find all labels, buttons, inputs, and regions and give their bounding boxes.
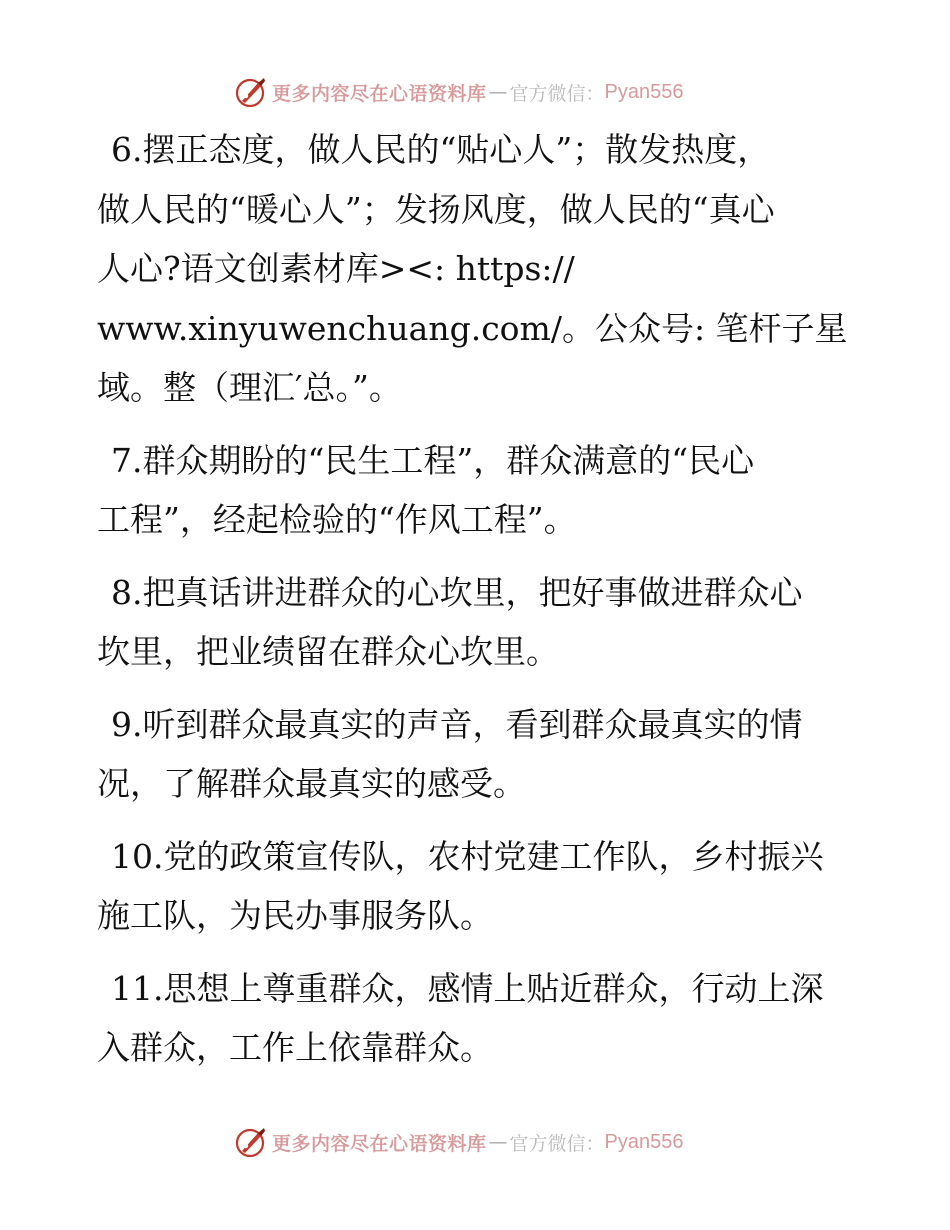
footer-banner: [0, 1122, 950, 1162]
paragraph-line: 况，了解群众最真实的感受。: [97, 764, 526, 803]
paragraph-line: 施工队，为民办事服务队。: [97, 896, 493, 935]
footer-banner-wechat-id: Pyan556: [604, 1130, 684, 1153]
quill-pen-logo-icon: [234, 1125, 268, 1159]
quill-pen-logo-icon: [234, 75, 268, 109]
paragraph-8: [97, 563, 857, 682]
paragraph-line: www.xinyuwenchuang.com/。公众号: 笔杆子星: [97, 308, 848, 348]
paragraph-line: 工程”，经起检验的“作风工程”。: [97, 500, 577, 539]
paragraph-line: 10.党的政策宣传队，农村党建工作队，乡村振兴: [111, 836, 824, 876]
paragraph-7: [97, 431, 857, 550]
paragraph-6: [97, 120, 857, 418]
paragraph-line: 做人民的“暖心人”；发扬风度，做人民的“真心: [97, 189, 775, 229]
paragraph-line: 人心?语文创素材库><: https://: [97, 249, 575, 288]
header-banner-wechat-id: Pyan556: [604, 80, 684, 103]
footer-banner-separator: —: [488, 1131, 508, 1153]
paragraph-9: [97, 695, 857, 814]
header-banner: [0, 72, 950, 112]
header-banner-title: 更多内容尽在心语资料库: [272, 82, 487, 105]
paragraph-line: 8.把真话讲进群众的心坎里，把好事做进群众心: [111, 572, 803, 612]
header-banner-content: [234, 72, 684, 112]
paragraph-line: 6.摆正态度，做人民的“贴心人”；散发热度，: [111, 130, 771, 169]
footer-banner-title: 更多内容尽在心语资料库: [272, 1132, 487, 1155]
header-banner-wechat-label: 官方微信：: [509, 82, 605, 105]
footer-banner-wechat-label: 官方微信：: [509, 1132, 605, 1155]
paragraph-10: [97, 827, 857, 946]
document-body: [97, 120, 857, 1091]
paragraph-line: 域。整（理汇′总。”。: [97, 368, 402, 407]
paragraph-line: 11.思想上尊重群众，感情上贴近群众，行动上深: [111, 968, 824, 1008]
footer-banner-content: [234, 1122, 684, 1162]
paragraph-line: 9.听到群众最真实的声音，看到群众最真实的情: [111, 704, 803, 744]
paragraph-line: 入群众，工作上依靠群众。: [97, 1028, 493, 1067]
paragraph-line: 7.群众期盼的“民生工程”，群众满意的“民心: [111, 440, 755, 480]
paragraph-line: 坎里，把业绩留在群众心坎里。: [97, 632, 559, 671]
paragraph-11: [97, 959, 857, 1078]
header-banner-separator: —: [488, 81, 508, 103]
